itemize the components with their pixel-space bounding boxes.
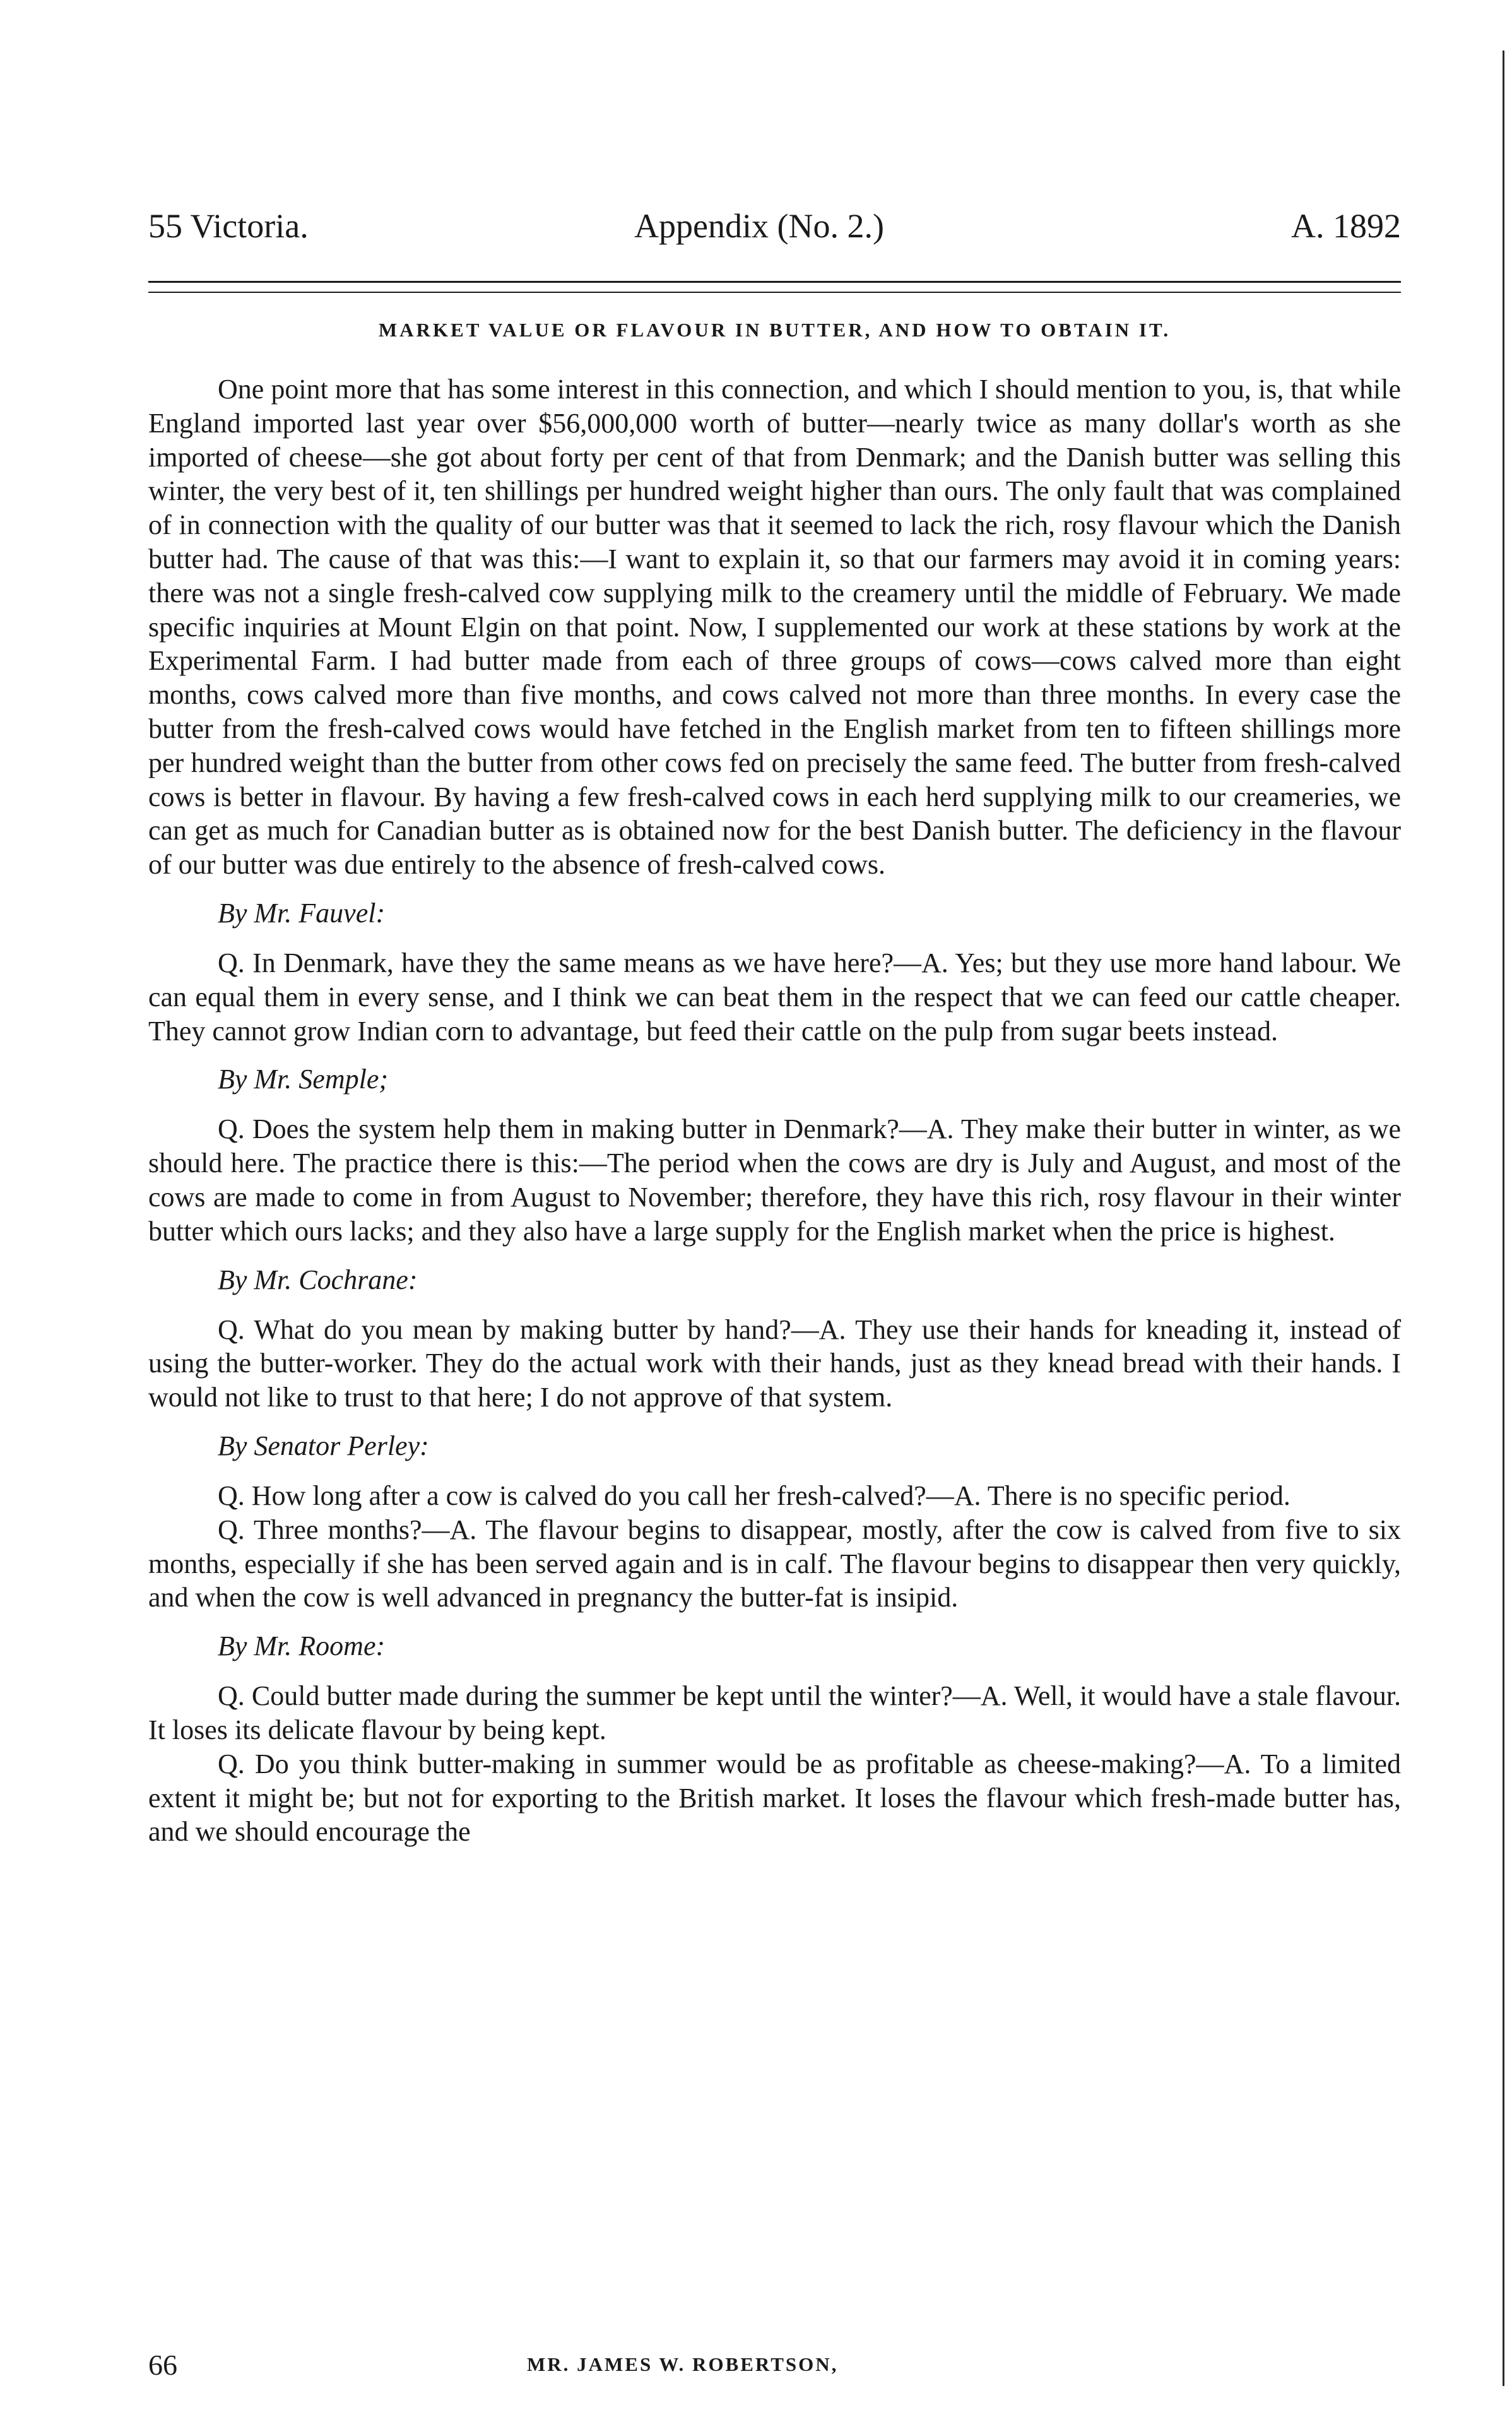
page-edge-line <box>1503 50 1504 2386</box>
running-footer-name: MR. JAMES W. ROBERTSON, <box>527 2353 839 2375</box>
question-answer: Q. Could butter made during the summer be kept until the winter?—A. Well, it would have a stale flavour. It loses its delicate flavour by being kept. <box>148 1680 1401 1745</box>
header-session: 55 Victoria. <box>148 207 309 245</box>
question-answer: Q. How long after a cow is calved do you call her fresh-calved?—A. There is no specific period. <box>218 1480 1291 1511</box>
question-answer: Q. Three months?—A. The flavour begins to disappear, mostly, after the cow is calved from five to six months, especially if she has been served again and is in calf. The flavour begins to disappear then very quickly, and when the cow is well advanced in pregnancy the butter-fat is insipid. <box>148 1514 1401 1613</box>
page-number: 66 <box>148 2349 177 2381</box>
header-rule-thin <box>148 292 1401 293</box>
header-appendix: Appendix (No. 2.) <box>634 207 884 245</box>
paragraph: One point more that has some interest in this connection, and which I should mention to you, is, that while England imported last year over $56,000,000 worth of butter—nearly twice as many dollar's worth as she imported of cheese—she got about forty per cent of that from Denmark; and the Danish butter was selling this winter, the very best of it, ten shillings per hundred weight higher than ours. The only fault that was complained of in connection with the quality of our butter was that it seemed to lack the rich, rosy flavour which the Danish butter had. The cause of that was this:—I want to explain it, so that our farmers may avoid it in coming years: there was not a single fresh-calved cow supplying milk to the creamery until the middle of February. We made specific inquiries at Mount Elgin on that point. Now, I supplemented our work at these stations by work at the Experimental Farm. I had butter made from each of three groups of cows—cows calved more than eight months, cows calved more than five months, and cows calved not more than three months. In every case the butter from the fresh-calved cows would have fetched in the English market from ten to fifteen shillings more per hundred weight than the butter from other cows fed on precisely the same feed. The butter from fresh-calved cows is better in flavour. By having a few fresh-calved cows in each herd supplying milk to our creameries, we can get as much for Canadian butter as is obtained now for the best Danish butter. The deficiency in the flavour of our butter was due entirely to the absence of fresh-calved cows. <box>148 374 1401 881</box>
page-footer <box>148 2348 1401 2380</box>
section-title: MARKET VALUE OR FLAVOUR IN BUTTER, AND HOW TO OBTAIN IT. <box>378 319 1171 341</box>
header-rule-thick <box>148 281 1401 283</box>
speaker-heading: By Mr. Roome: <box>218 1630 386 1662</box>
body-text <box>148 372 1401 1849</box>
speaker-heading: By Mr. Semple; <box>218 1064 389 1095</box>
speaker-heading: By Mr. Fauvel: <box>218 897 386 929</box>
page-header <box>148 201 1401 251</box>
question-answer: Q. What do you mean by making butter by hand?—A. They use their hands for kneading it, instead of using the butter-worker. They do the actual work with their hands, just as they knead bread with their hands. I would not like to trust to that here; I do not approve of that system. <box>148 1314 1401 1413</box>
speaker-heading: By Mr. Cochrane: <box>218 1264 418 1295</box>
speaker-heading: By Senator Perley: <box>218 1430 429 1461</box>
question-answer: Q. Does the system help them in making butter in Denmark?—A. They make their butter in winter, as we should here. The practice there is this:—The period when the cows are dry is July and August, and most of the cows are made to come in from August to November; therefore, they have this rich, rosy flavour in their winter butter which ours lacks; and they also have a large supply for the English market when the price is highest. <box>148 1113 1401 1247</box>
header-year: A. 1892 <box>1291 207 1401 245</box>
question-answer: Q. Do you think butter-making in summer would be as profitable as cheese-making?—A. To a limited extent it might be; but not for exporting to the British market. It loses the flavour which fresh-made butter has, and we should encourage the <box>148 1748 1401 1848</box>
question-answer: Q. In Denmark, have they the same means as we have here?—A. Yes; but they use more hand labour. We can equal them in every sense, and I think we can beat them in the respect that we can feed our cattle cheaper. They cannot grow Indian corn to advantage, but feed their cattle on the pulp from sugar beets instead. <box>148 947 1401 1047</box>
